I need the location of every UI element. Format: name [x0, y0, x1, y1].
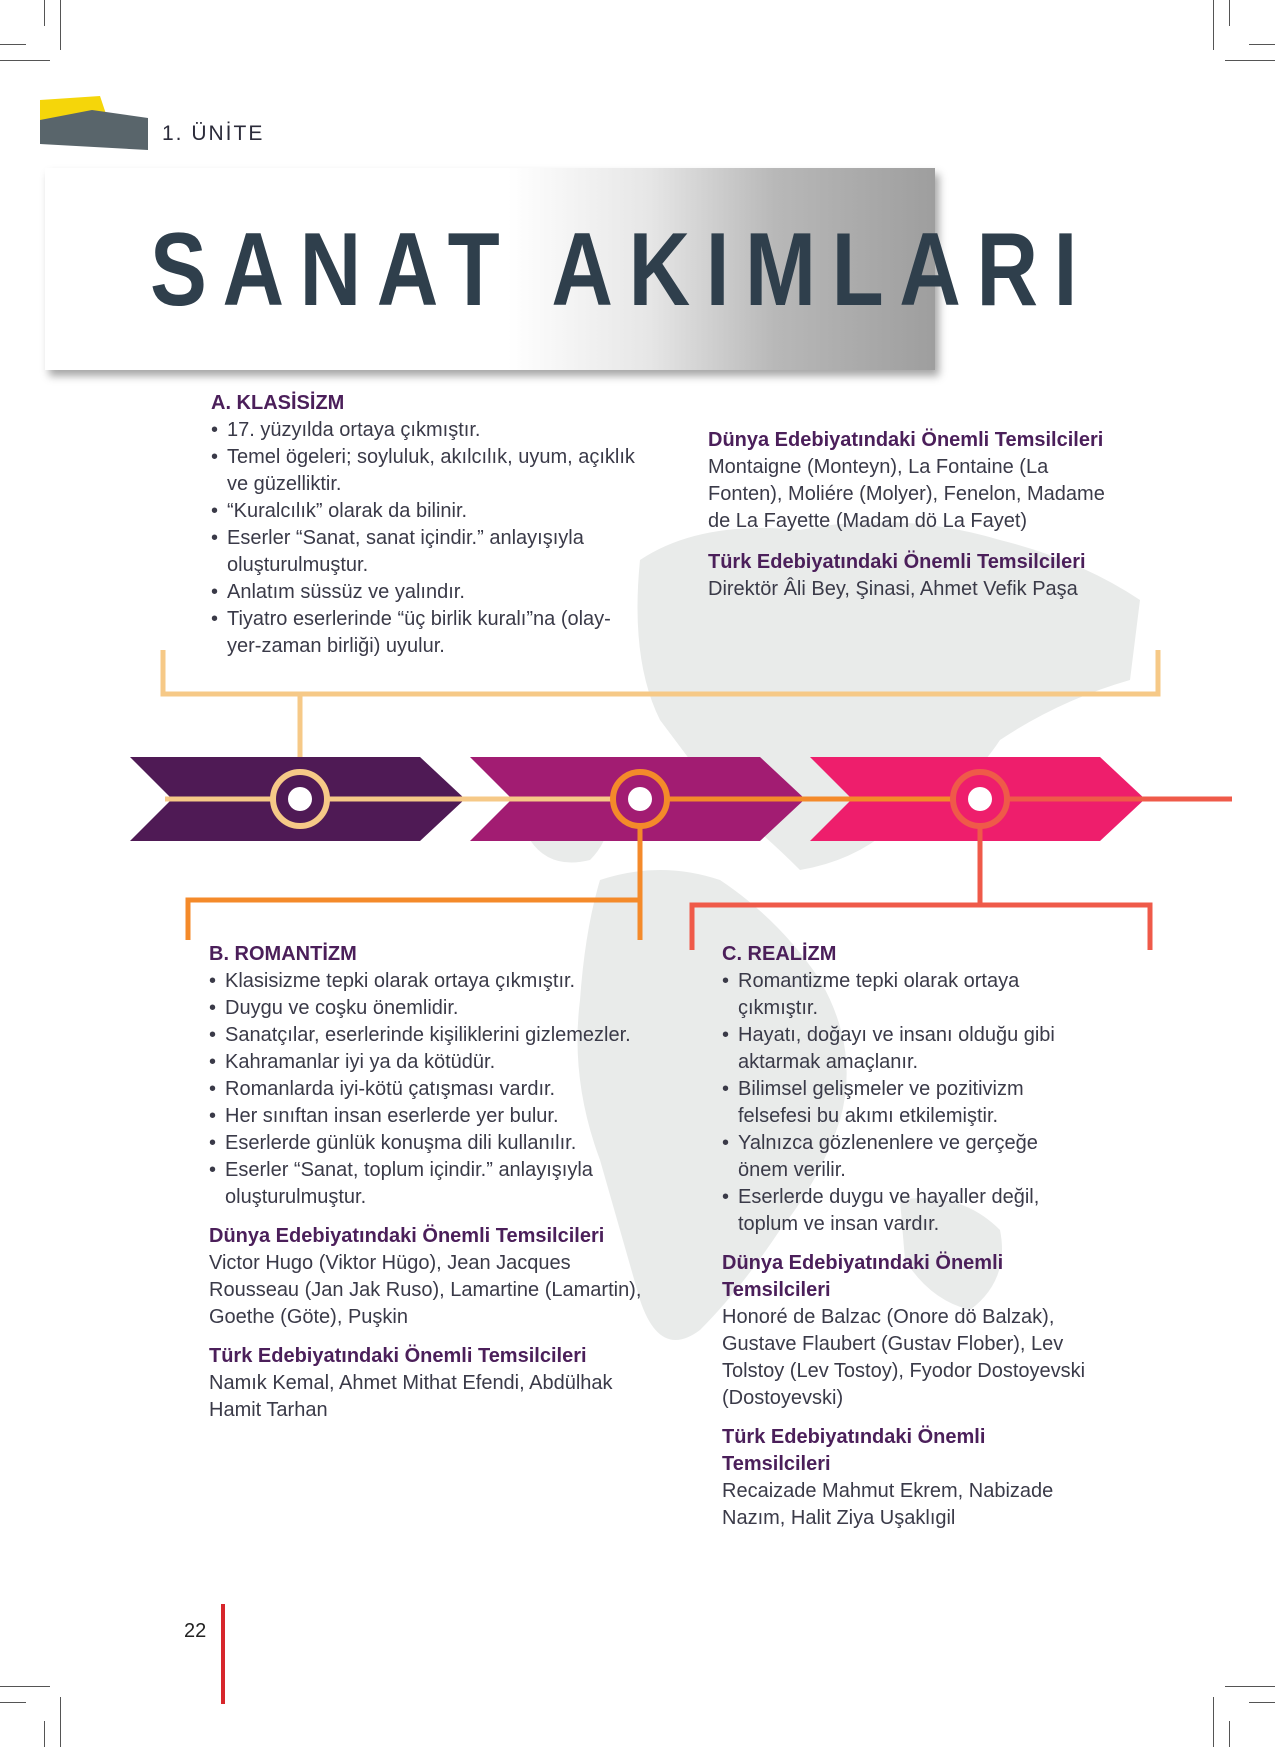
- list-item: • Sanatçılar, eserlerinde kişiliklerini gizlemezler.: [209, 1022, 649, 1049]
- list-item: • Eserlerde günlük konuşma dili kullanılır.: [209, 1130, 649, 1157]
- list-item: • Eserler “Sanat, sanat içindir.” anlayışıyla oluşturulmuştur.: [211, 525, 641, 579]
- list-item: • “Kuralcılık” olarak da bilinir.: [211, 498, 641, 525]
- turk-reps-text: Direktör Âli Bey, Şinasi, Ahmet Vefik Paşa: [708, 578, 1078, 600]
- realizm-bullets: [722, 968, 1092, 1238]
- romantizm-connector: [188, 900, 640, 940]
- turk-reps-text: Namık Kemal, Ahmet Mithat Efendi, Abdülhak Hamit Tarhan: [209, 1372, 613, 1421]
- realizm-section: [722, 943, 1092, 1532]
- page-title: SANAT AKIMLARI: [150, 212, 1093, 328]
- list-item: • 17. yüzyılda ortaya çıkmıştır.: [211, 417, 641, 444]
- world-reps-text: Montaigne (Monteyn), La Fontaine (La Fonten), Moliére (Molyer), Fenelon, Madame de La Fayette (Madam dö La Fayet): [708, 456, 1105, 532]
- list-item: • Romanlarda iyi-kötü çatışması vardır.: [209, 1076, 649, 1103]
- unit-label: 1. ÜNİTE: [162, 122, 265, 145]
- klasisizm-heading: A. KLASİSİZM: [211, 392, 345, 414]
- world-reps-heading: Dünya Edebiyatındaki Önemli Temsilcileri: [209, 1225, 605, 1247]
- list-item: • Kahramanlar iyi ya da kötüdür.: [209, 1049, 649, 1076]
- romantizm-bullets: [209, 968, 649, 1211]
- list-item: • Eserler “Sanat, toplum içindir.” anlayışıyla oluşturulmuştur.: [209, 1157, 649, 1211]
- list-item: • Her sınıftan insan eserlerde yer bulur.: [209, 1103, 649, 1130]
- list-item: • Eserlerde duygu ve hayaller değil, toplum ve insan vardır.: [722, 1184, 1092, 1238]
- world-reps-text: Victor Hugo (Viktor Hügo), Jean Jacques Rousseau (Jan Jak Ruso), Lamartine (Lamartin), Goethe (Göte), Puşkin: [209, 1252, 642, 1328]
- list-item: • Klasisizme tepki olarak ortaya çıkmıştır.: [209, 968, 649, 995]
- turk-reps-heading: Türk Edebiyatındaki Önemli Temsilcileri: [722, 1426, 986, 1475]
- turk-reps-heading: Türk Edebiyatındaki Önemli Temsilcileri: [209, 1345, 587, 1367]
- list-item: • Romantizme tepki olarak ortaya çıkmıştır.: [722, 968, 1092, 1022]
- list-item: • Duygu ve coşku önemlidir.: [209, 995, 649, 1022]
- list-item: • Tiyatro eserlerinde “üç birlik kuralı”na (olay-yer-zaman birliği) uyulur.: [211, 606, 641, 660]
- turk-reps-text: Recaizade Mahmut Ekrem, Nabizade Nazım, Halit Ziya Uşaklıgil: [722, 1480, 1054, 1529]
- list-item: • Hayatı, doğayı ve insanı olduğu gibi aktarmak amaçlanır.: [722, 1022, 1092, 1076]
- world-reps-text: Honoré de Balzac (Onore dö Balzak), Gustave Flaubert (Gustav Flober), Lev Tolstoy (Lev Tostoy), Fyodor Dostoyevski (Dostoyevski): [722, 1306, 1086, 1409]
- page-number: 22: [184, 1620, 207, 1642]
- page-number-bar: [221, 1604, 225, 1704]
- turk-reps-heading: Türk Edebiyatındaki Önemli Temsilcileri: [708, 551, 1086, 573]
- romantizm-section: [209, 943, 649, 1424]
- world-reps-heading: Dünya Edebiyatındaki Önemli Temsilcileri: [722, 1252, 1004, 1301]
- timeline-graphic: [0, 650, 1275, 950]
- romantizm-heading: B. ROMANTİZM: [209, 943, 357, 965]
- unit-badge-icon: [40, 96, 152, 152]
- list-item: • Yalnızca gözlenenlere ve gerçeğe önem verilir.: [722, 1130, 1092, 1184]
- list-item: • Anlatım süssüz ve yalındır.: [211, 579, 641, 606]
- klasisizm-section: [211, 392, 641, 660]
- list-item: • Temel ögeleri; soyluluk, akılcılık, uyum, açıklık ve güzelliktir.: [211, 444, 641, 498]
- list-item: • Bilimsel gelişmeler ve pozitivizm felsefesi bu akımı etkilemiştir.: [722, 1076, 1092, 1130]
- klasisizm-bullets: [211, 417, 641, 660]
- world-reps-heading: Dünya Edebiyatındaki Önemli Temsilcileri: [708, 429, 1104, 451]
- realizm-heading: C. REALİZM: [722, 943, 837, 965]
- klasisizm-representatives: [708, 427, 1128, 603]
